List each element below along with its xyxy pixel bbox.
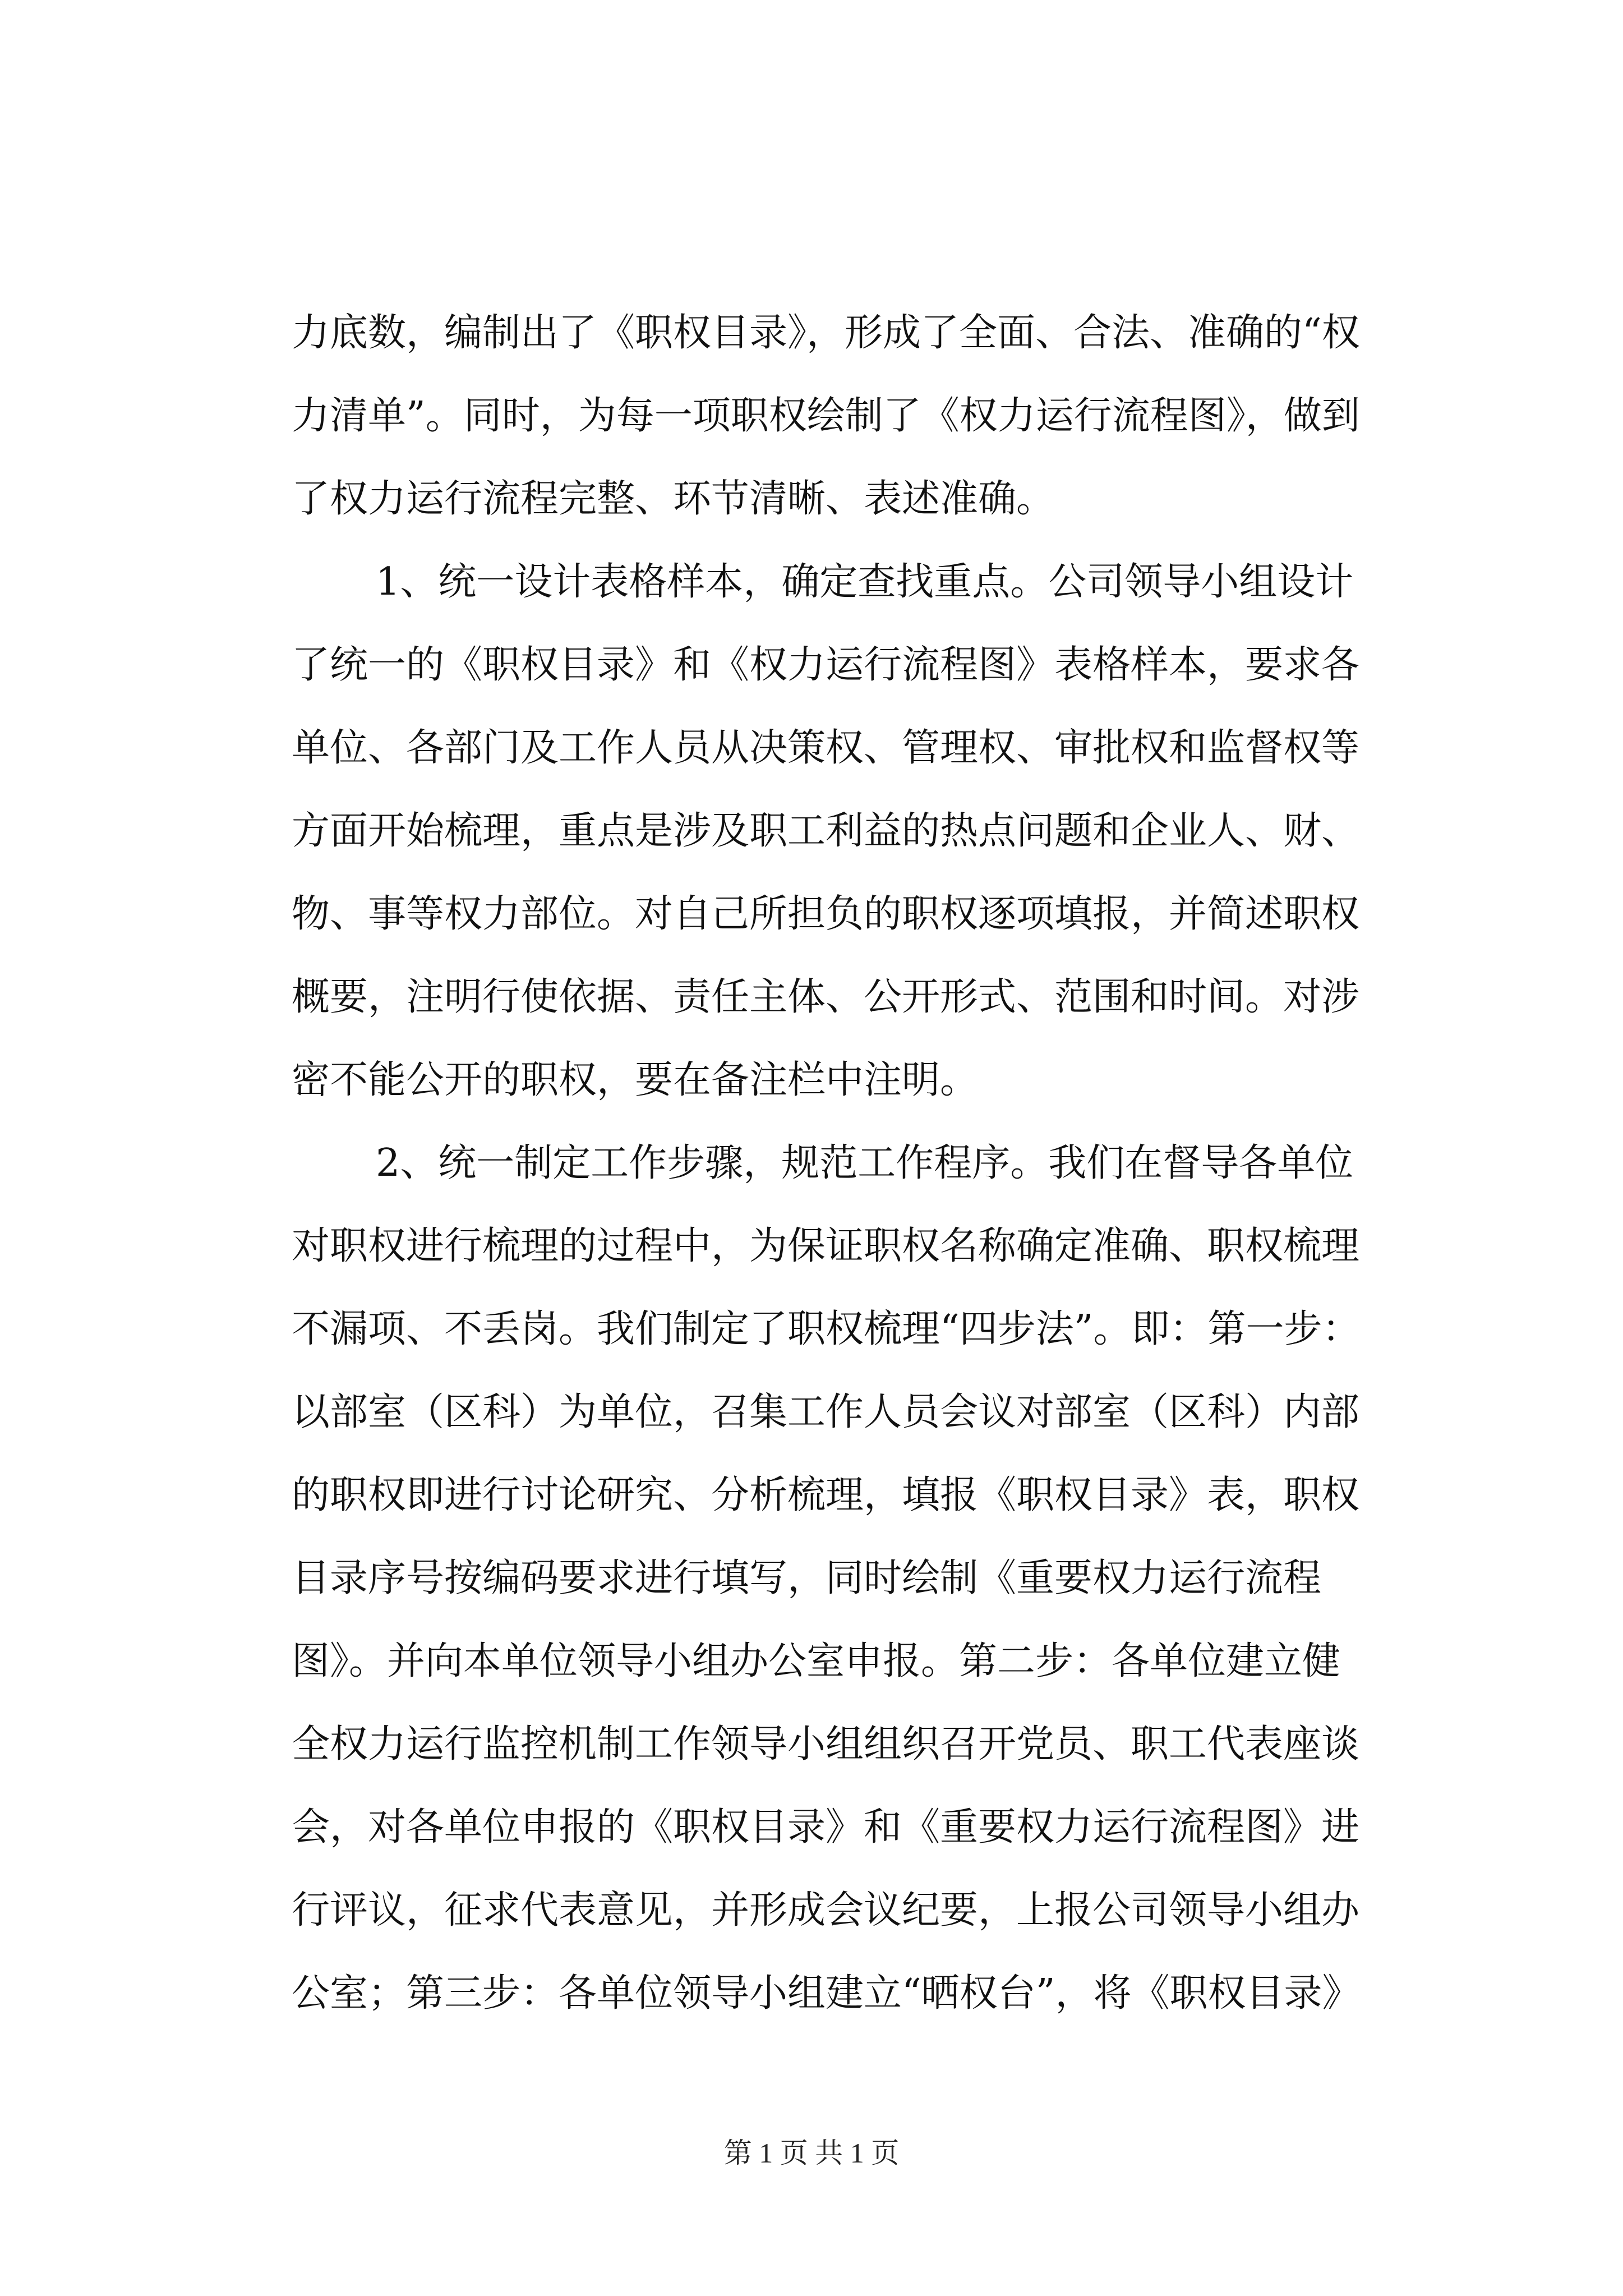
text-line: 目录序号按编码要求进行填写，同时绘制《重要权力运行流程 bbox=[292, 1556, 1322, 1600]
text-line: 了统一的《职权目录》和《权力运行流程图》表格样本，要求各 bbox=[292, 643, 1360, 687]
text-line: 力底数，编制出了《职权目录》，形成了全面、合法、准确的“权 bbox=[292, 311, 1360, 355]
body-text bbox=[292, 292, 1441, 2035]
text-line: 公室；第三步：各单位领导小组建立“晒权台”，将《职权目录》 bbox=[292, 1971, 1361, 2016]
text-line: 方面开始梳理，重点是涉及职工利益的热点问题和企业人、财、 bbox=[292, 809, 1360, 853]
text-line: 对职权进行梳理的过程中，为保证职权名称确定准确、职权梳理 bbox=[292, 1224, 1360, 1268]
text-line: 密不能公开的职权，要在备注栏中注明。 bbox=[292, 1058, 979, 1102]
text-line: 全权力运行监控机制工作领导小组组织召开党员、职工代表座谈 bbox=[292, 1722, 1360, 1766]
text-line: 物、事等权力部位。对自己所担负的职权逐项填报，并简述职权 bbox=[292, 892, 1360, 936]
page-footer: 第 1 页 共 1 页 bbox=[723, 2137, 900, 2169]
paragraph-2-start: 2、统一制定工作步骤，规范工作程序。我们在督导各单位 bbox=[376, 1141, 1354, 1185]
text-line: 图》。并向本单位领导小组办公室申报。第二步：各单位建立健 bbox=[292, 1639, 1341, 1683]
text-line: 以部室（区科）为单位，召集工作人员会议对部室（区科）内部 bbox=[292, 1390, 1360, 1434]
text-line: 了权力运行流程完整、环节清晰、表述准确。 bbox=[292, 477, 1055, 521]
paragraph-1-start: 1、统一设计表格样本，确定查找重点。公司领导小组设计 bbox=[376, 560, 1354, 604]
text-line: 力清单”。同时，为每一项职权绘制了《权力运行流程图》，做到 bbox=[292, 394, 1360, 438]
text-line: 不漏项、不丢岗。我们制定了职权梳理“四步法”。即：第一步： bbox=[292, 1307, 1361, 1351]
text-line: 的职权即进行讨论研究、分析梳理，填报《职权目录》表，职权 bbox=[292, 1473, 1360, 1517]
text-line: 行评议，征求代表意见，并形成会议纪要，上报公司领导小组办 bbox=[292, 1888, 1360, 1932]
text-line: 会，对各单位申报的《职权目录》和《重要权力运行流程图》进 bbox=[292, 1805, 1360, 1849]
text-line: 单位、各部门及工作人员从决策权、管理权、审批权和监督权等 bbox=[292, 726, 1360, 770]
text-line: 概要，注明行使依据、责任主体、公开形式、范围和时间。对涉 bbox=[292, 975, 1360, 1019]
